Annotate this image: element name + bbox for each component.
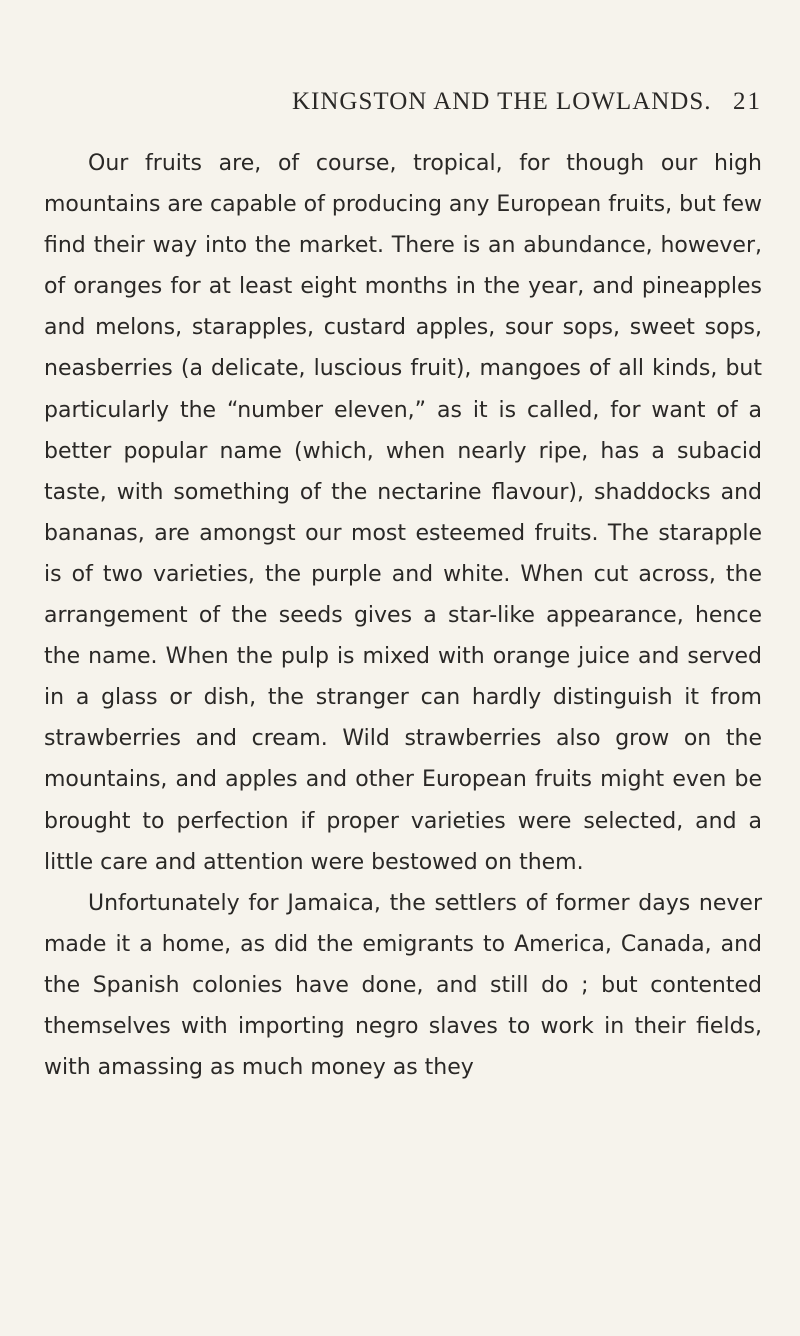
running-header	[292, 88, 762, 124]
page-number: 21	[733, 88, 762, 115]
paragraph-fruits: Our fruits are, of course, tropical, for though our high mountains are capable of producing any European fruits, but few find their way into the market. There is an abundance, however, of oranges for at least eight months in the year, and pineapples and melons, starapples, custard apples, sour sops, sweet sops, neasberries (a delicate, luscious fruit), mangoes of all kinds, but particularly the “number eleven,” as it is called, for want of a better popular name (which, when nearly ripe, has a subacid taste, with something of the nectarine flavour), shaddocks and bananas, are amongst our most esteemed fruits. The starapple is of two varieties, the purple and white. When cut across, the arrangement of the seeds gives a star-like appearance, hence the name. When the pulp is mixed with orange juice and served in a glass or dish, the stranger can hardly distinguish it from strawberries and cream. Wild strawberries also grow on the mountains, and apples and other European fruits might even be brought to perfection if proper varieties were selected, and a little care and attention were bestowed on them.	[44, 151, 762, 875]
paragraph-settlers: Unfortunately for Jamaica, the settlers of former days never made it a home, as did the emigrants to America, Canada, and the Spanish colonies have done, and still do ; but contented themselves with importing negro slaves to work in their fields, with amassing as much money as they	[44, 890, 762, 1081]
running-title: KINGSTON AND THE LOWLANDS.	[292, 88, 712, 115]
body-text	[44, 143, 762, 1088]
